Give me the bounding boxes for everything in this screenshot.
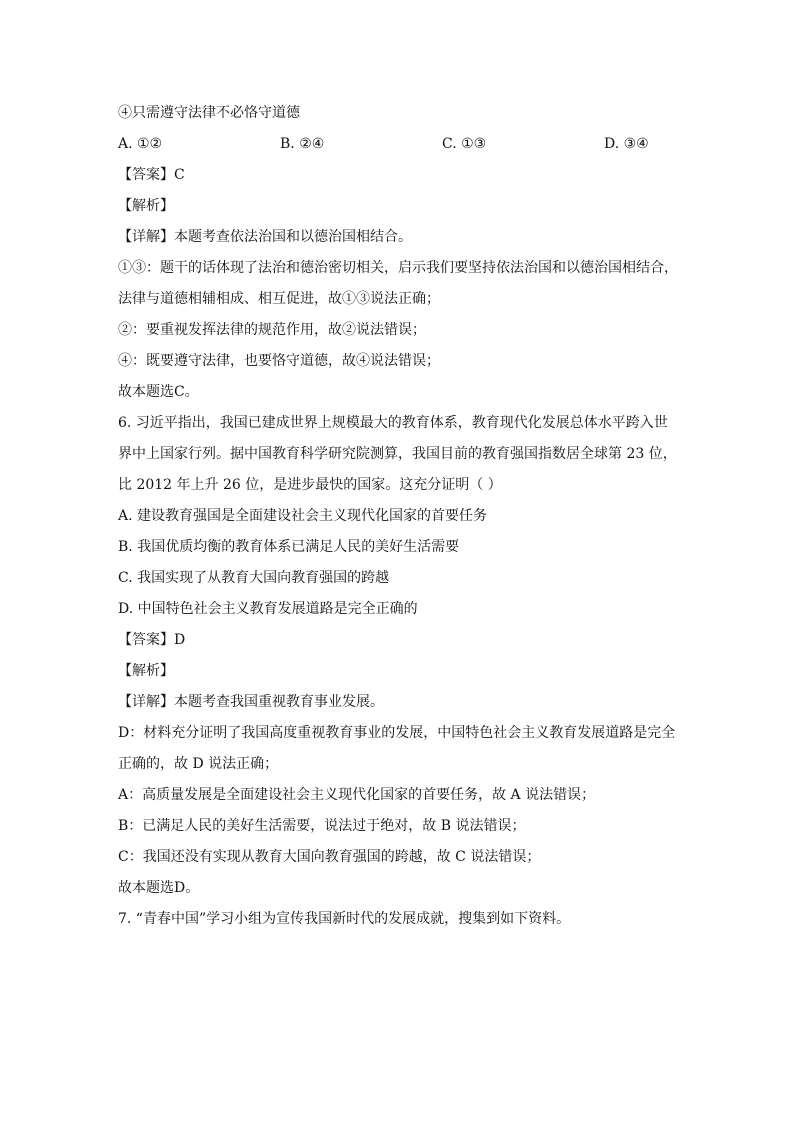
q6-option-a: A. 建设教育强国是全面建设社会主义现代化国家的首要任务 — [118, 508, 488, 524]
q6-option-d: D. 中国特色社会主义教育发展道路是完全正确的 — [118, 601, 418, 617]
q6-explanation-a: A：高质量发展是全面建设社会主义现代化国家的首要任务，故 A 说法错误； — [118, 787, 596, 803]
q6-explanation-d-line-2: 正确的，故 D 说法正确； — [118, 756, 279, 772]
q7-stem-line-1: 7. “青春中国”学习小组为宣传我国新时代的发展成就，搜集到如下资料。 — [118, 911, 571, 927]
q6-stem-line-1: 6. 习近平指出，我国已建成世界上规模最大的教育体系，教育现代化发展总体水平跨入世 — [118, 415, 668, 431]
q6-answer: 【答案】D — [118, 632, 186, 648]
q6-detail: 【详解】本题考查我国重视教育事业发展。 — [118, 694, 384, 710]
q6-explanation-b: B：已满足人民的美好生活需要，说法过于绝对，故 B 说法错误； — [118, 818, 526, 834]
q5-answer: 【答案】C — [118, 167, 185, 183]
q6-option-c: C. 我国实现了从教育大国向教育强国的跨越 — [118, 570, 390, 586]
page-content — [118, 98, 688, 935]
q5-explanation-1-line-2: 法律与道德相辅相成、相互促进，故①③说法正确； — [118, 291, 440, 307]
q5-explanation-1-line-1: ①③：题干的话体现了法治和德治密切相关，启示我们要坚持依法治国和以德治国相结合， — [118, 260, 678, 276]
q6-conclusion: 故本题选D。 — [118, 880, 200, 896]
q6-option-b: B. 我国优质均衡的教育体系已满足人民的美好生活需要 — [118, 539, 460, 555]
q5-conclusion: 故本题选C。 — [118, 384, 199, 400]
q5-item-4: ④只需遵守法律不必恪守道德 — [118, 105, 300, 121]
q6-analysis-title: 【解析】 — [118, 663, 174, 679]
q5-detail: 【详解】本题考查依法治国和以德治国相结合。 — [118, 229, 412, 245]
q5-analysis-title: 【解析】 — [118, 198, 174, 214]
q6-explanation-c: C：我国还没有实现从教育大国向教育强国的跨越，故 C 说法错误； — [118, 849, 541, 865]
q5-explanation-3: ④：既要遵守法律，也要恪守道德，故④说法错误； — [118, 353, 440, 369]
q5-option-b: B. ②④ — [280, 136, 325, 152]
q5-option-c: C. ①③ — [442, 136, 487, 152]
q6-explanation-d-line-1: D：材料充分证明了我国高度重视教育事业的发展，中国特色社会主义教育发展道路是完全 — [118, 725, 676, 741]
q5-explanation-2: ②：要重视发挥法律的规范作用，故②说法错误； — [118, 322, 426, 338]
q6-stem-line-2: 界中上国家行列。据中国教育科学研究院测算，我国目前的教育强国指数居全球第 23 位， — [118, 446, 677, 462]
q6-stem-line-3: 比 2012 年上升 26 位，是进步最快的国家。这充分证明（ ） — [118, 477, 502, 493]
q5-options — [118, 129, 688, 160]
q5-option-d: D. ③④ — [604, 136, 649, 152]
q5-option-a: A. ①② — [118, 136, 163, 152]
